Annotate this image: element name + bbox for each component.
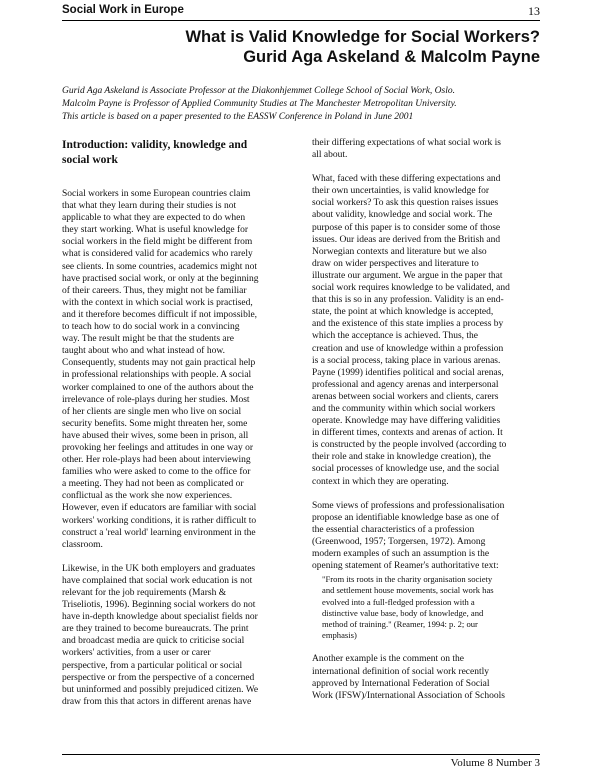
text-line: distinctive value base, body of knowledge, and — [322, 607, 484, 618]
text-line: social work requires knowledge to be validated, and — [312, 283, 510, 294]
text-line: applicable to what they are expected to do when — [62, 213, 246, 224]
text-line: and broadcast media are quick to criticise social — [62, 636, 245, 647]
text-line: in different times, contexts and arenas of action. It — [312, 428, 503, 439]
text-line: international definition of social work recently — [312, 666, 490, 677]
text-line: that what they learn during their studies is not — [62, 201, 237, 212]
text-line: Consequently, students may not gain practical help — [62, 358, 256, 369]
text-line: context in which they are operating. — [312, 476, 449, 487]
text-line: relevant for the job requirements (Marsh & — [62, 588, 227, 598]
title-line: What is Valid Knowledge for Social Workers? — [185, 28, 540, 46]
author-note-line: Gurid Aga Askeland is Associate Professor at the Diakonhjemmet College School of Social Work, Oslo. — [62, 86, 455, 96]
text-line: construct a 'real world' learning environment in the — [62, 527, 256, 538]
text-line: provoking her feelings and attitudes in one way or — [62, 442, 254, 453]
text-line: is constructed by the people involved (according to — [312, 440, 507, 451]
text-line: perspective, from a particular political or social — [62, 660, 243, 671]
text-line: their differing expectations of what social work is — [312, 138, 501, 148]
text-line: state, the point at which knowledge is accepted, — [312, 307, 494, 318]
text-line: illustrate our argument. We argue in the paper that — [312, 270, 503, 281]
text-line: the essential characteristics of a profession — [312, 524, 475, 535]
journal-name: Social Work in Europe — [62, 4, 184, 16]
text-line: taught about who and what instead of how. — [62, 346, 225, 357]
text-line: to teach how to do social work in a convincing — [62, 322, 240, 333]
text-line: and the existence of this state implies a process by — [312, 319, 504, 330]
text-line: what is considered valid for academics who rarely — [62, 249, 253, 260]
text-line: social workers? To ask this question raises issues — [312, 198, 499, 209]
text-line: emphasis) — [322, 630, 357, 641]
text-line: of their careers. Thus, they might not be familiar — [62, 285, 247, 296]
text-line: their own uncertainties, is valid knowledge for — [312, 186, 490, 197]
volume-number: Volume 8 Number 3 — [450, 757, 540, 769]
text-line: modern examples of such an assumption is the — [312, 549, 490, 559]
text-line: in professional relationships with people. A social — [62, 370, 252, 381]
author-note-line: This article is based on a paper presented to the EASSW Conference in Poland in June 2001 — [62, 112, 414, 122]
text-line: (Greenwood, 1957; Torgersen, 1972). Among — [312, 536, 486, 547]
text-line: social workers in the field might be different from — [62, 237, 253, 248]
text-line: arenas between social workers and clients, carers — [312, 391, 499, 402]
text-line: their role and stake in knowledge creation), the — [312, 452, 491, 463]
text-line: about validity, knowledge and social work. The — [312, 210, 493, 221]
text-line: approved by International Federation of Social — [312, 678, 490, 689]
text-line: with the context in which social work is practised, — [62, 297, 253, 308]
text-line: draw from this that actors in different arenas have — [62, 696, 252, 707]
text-line: Triseliotis, 1996). Beginning social workers do not — [62, 600, 256, 611]
text-line: opening statement of Reamer's authoritative text: — [312, 561, 499, 572]
text-line: social processes of knowledge use, and the social — [312, 464, 500, 475]
paragraph — [312, 137, 546, 161]
text-line: and settlement house movements, social work has — [322, 585, 494, 596]
text-line: What, faced with these differing expectations and — [312, 174, 501, 185]
text-line: a meeting. They had not been as complicated or — [62, 479, 244, 490]
paragraph — [312, 500, 546, 573]
text-line: other. Her role-plays had been about interviewing — [62, 455, 251, 466]
text-line: Likewise, in the UK both employers and graduates — [62, 563, 256, 574]
text-line: families who were asked to come to the office for — [62, 467, 251, 478]
text-line: professional and agency arenas and interpersonal — [312, 379, 499, 390]
paragraph — [62, 563, 296, 708]
article-title — [62, 27, 540, 67]
right-column — [312, 137, 546, 714]
text-line: method of training." (Reamer, 1994: p. 2; our — [322, 619, 478, 629]
text-line: they start working. What is useful knowledge for — [62, 225, 249, 236]
text-line: see clients. In some countries, academics might not — [62, 261, 257, 272]
author-note — [62, 85, 540, 124]
section-heading — [62, 138, 296, 168]
text-line: purpose of this paper is to consider some of those — [312, 222, 501, 233]
text-line: Some views of professions and professionalisation — [312, 500, 505, 511]
text-line: Payne (1999) identifies political and social arenas, — [312, 367, 504, 378]
text-line: that this is so in any profession. Validity is an end- — [312, 295, 504, 306]
running-header — [62, 4, 540, 21]
text-line: evolved into a full-fledged profession with a — [322, 596, 475, 607]
text-line: "From its roots in the charity organisation society — [322, 574, 493, 585]
text-line: propose an identifiable knowledge base as one of — [312, 512, 500, 523]
text-line: conflictual as the work she now experiences. — [62, 491, 233, 502]
running-footer — [62, 754, 540, 771]
text-line: are they trained to become bureaucrats. The print — [62, 624, 249, 635]
text-line: but uninformed and possibly prejudiced citizen. We — [62, 684, 259, 695]
text-line: workers' activities, from a user or carer — [62, 648, 211, 659]
text-line: irrelevance of role-plays during her studies. Most — [62, 394, 250, 405]
text-line: is a social process, taking place in various arenas. — [312, 355, 501, 366]
text-line: and the community within which social workers — [312, 403, 496, 414]
left-column — [62, 138, 296, 720]
text-line: Work (IFSW)/International Association of Schools — [312, 690, 505, 701]
text-line: have complained that social work education is not — [62, 575, 253, 586]
text-line: have in-depth knowledge about specialist fields nor — [62, 612, 258, 623]
text-line: Another example is the comment on the — [312, 654, 464, 665]
text-line: Norwegian contexts and literature but we also — [312, 246, 487, 257]
text-line: security benefits. Some might threaten her, some — [62, 418, 248, 429]
paragraph — [312, 173, 546, 487]
authors-line: Gurid Aga Askeland & Malcolm Payne — [243, 48, 540, 66]
text-line: issues. Our ideas are derived from the British and — [312, 234, 501, 245]
text-line: worker complained to one of the authors about the — [62, 382, 254, 393]
text-line: However, even if educators are familiar with social — [62, 503, 257, 514]
paragraph — [312, 653, 546, 701]
text-line: have practised social work, or only at the beginning — [62, 273, 259, 284]
text-line: draw on wider perspectives and literature to — [312, 258, 479, 269]
text-line: creation and use of knowledge within a profession — [312, 343, 504, 354]
text-line: and it therefore becomes difficult if not impossible, — [62, 309, 258, 320]
page-number: 13 — [528, 4, 540, 18]
text-line: classroom. — [62, 539, 103, 550]
text-line: operate. Knowledge may have differing validities — [312, 416, 501, 427]
text-line: way. The result might be that the students are — [62, 334, 235, 345]
paragraph — [62, 188, 296, 551]
text-line: have abused their wives, some been in prison, all — [62, 430, 249, 441]
text-line: of her clients are single men who live on social — [62, 406, 242, 417]
text-line: all about. — [312, 150, 348, 161]
text-line: which the acceptance is achieved. Thus, the — [312, 331, 479, 342]
text-line: workers' working conditions, it is rather difficult to — [62, 515, 257, 526]
block-quote — [322, 574, 546, 641]
text-line: Social workers in some European countries claim — [62, 189, 251, 199]
text-line: perspective or from the perspective of a concerned — [62, 672, 255, 683]
heading-line: Introduction: validity, knowledge and — [62, 139, 248, 151]
author-note-line: Malcolm Payne is Professor of Applied Community Studies at The Manchester Metropolitan University. — [62, 99, 457, 109]
heading-line: social work — [62, 154, 118, 166]
